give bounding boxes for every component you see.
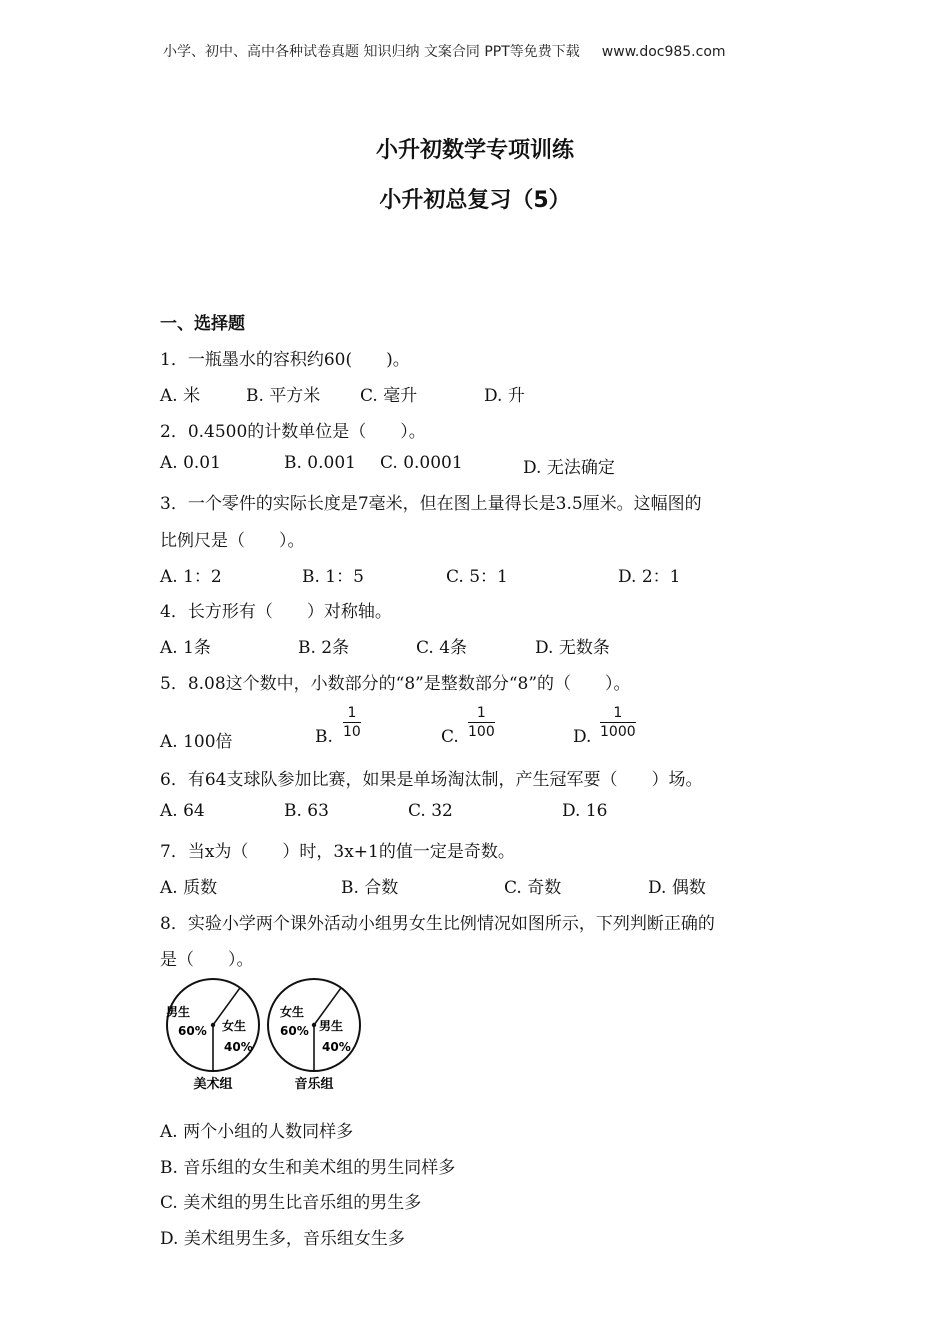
q4-stem: 4．长方形有（ ）对称轴。 [160, 602, 392, 622]
q8-stem-line1: 8．实验小学两个课外活动小组男女生比例情况如图所示，下列判断正确的 [160, 914, 715, 934]
fraction-denominator: 100 [468, 724, 495, 740]
q2-option-b[interactable]: B. 0.001 [284, 453, 356, 473]
q4-options [0, 633, 950, 657]
q3-option-c[interactable]: C. 5：1 [446, 567, 508, 587]
q1-option-d[interactable]: D. 升 [484, 386, 525, 406]
pie-art-value-boys: 60% [178, 1024, 207, 1038]
q1-options [0, 381, 950, 405]
pie-music-value-boys: 40% [322, 1040, 351, 1054]
q5-option-b-label[interactable]: B. [315, 727, 333, 747]
q8-stem-line2: 是（ ）。 [160, 950, 254, 970]
q3-stem-line1: 3．一个零件的实际长度是7毫米，但在图上量得长是3.5厘米。这幅图的 [160, 494, 702, 514]
fraction-numerator: 1 [343, 705, 361, 723]
title-sub: 小升初总复习（5） [379, 188, 571, 213]
pie-music-value-girls: 60% [280, 1024, 309, 1038]
q6-option-c[interactable]: C. 32 [408, 801, 453, 821]
q3-stem-line2: 比例尺是（ ）。 [160, 531, 305, 551]
q6-option-b[interactable]: B. 63 [284, 801, 329, 821]
q3-options [0, 562, 950, 586]
q2-option-a[interactable]: A. 0.01 [160, 453, 221, 473]
pie-music-label-boys: 男生 [319, 1019, 344, 1033]
pie-music-center [312, 1023, 316, 1027]
q5-option-b-fraction[interactable] [343, 705, 361, 741]
pie-music-label-girls: 女生 [280, 1005, 305, 1019]
pie-art-title: 美术组 [193, 1077, 233, 1092]
q8-option-b[interactable]: B. 音乐组的女生和美术组的男生同样多 [160, 1158, 456, 1178]
title-main: 小升初数学专项训练 [375, 138, 574, 163]
q8-option-a[interactable]: A. 两个小组的人数同样多 [160, 1122, 354, 1142]
q5-option-a[interactable]: A. 100倍 [160, 732, 233, 752]
q8-option-d[interactable]: D. 美术组男生多，音乐组女生多 [160, 1229, 405, 1249]
header-url[interactable]: www.doc985.com [601, 44, 726, 60]
page-header [163, 41, 726, 61]
q6-option-d[interactable]: D. 16 [562, 801, 608, 821]
q7-stem: 7．当x为（ ）时，3x+1的值一定是奇数。 [160, 842, 515, 862]
fraction-denominator: 10 [343, 724, 361, 740]
q5-options [0, 705, 950, 753]
q5-option-c-fraction[interactable] [468, 705, 495, 741]
q7-option-a[interactable]: A. 质数 [160, 878, 218, 898]
fraction-denominator: 1000 [600, 724, 636, 740]
q4-option-d[interactable]: D. 无数条 [535, 638, 610, 658]
q2-option-c[interactable]: C. 0.0001 [380, 453, 463, 473]
q2-option-d[interactable]: D. 无法确定 [523, 458, 615, 478]
q4-option-b[interactable]: B. 2条 [298, 638, 350, 658]
q3-option-b[interactable]: B. 1：5 [302, 567, 364, 587]
pie-music-group [268, 979, 360, 1092]
q5-option-c-label[interactable]: C. [441, 727, 459, 747]
q3-option-a[interactable]: A. 1：2 [160, 567, 222, 587]
q4-option-a[interactable]: A. 1条 [160, 638, 211, 658]
q7-option-c[interactable]: C. 奇数 [504, 878, 562, 898]
fraction-numerator: 1 [468, 705, 495, 723]
header-text: 小学、初中、高中各种试卷真题 知识归纳 文案合同 PPT等免费下载 [163, 44, 580, 60]
q4-option-c[interactable]: C. 4条 [416, 638, 468, 658]
q2-stem: 2．0.4500的计数单位是（ ）。 [160, 422, 426, 442]
q1-stem: 1．一瓶墨水的容积约60( )。 [160, 350, 410, 370]
pie-charts-figure [160, 978, 380, 1093]
pie-art-label-boys: 男生 [166, 1005, 191, 1019]
fraction-numerator: 1 [600, 705, 636, 723]
q6-option-a[interactable]: A. 64 [160, 801, 205, 821]
q1-option-c[interactable]: C. 毫升 [360, 386, 418, 406]
pie-music-title: 音乐组 [294, 1077, 334, 1092]
q8-option-c[interactable]: C. 美术组的男生比音乐组的男生多 [160, 1193, 422, 1213]
pie-art-group [166, 979, 259, 1092]
q7-option-d[interactable]: D. 偶数 [648, 878, 706, 898]
q1-option-b[interactable]: B. 平方米 [246, 386, 321, 406]
pie-art-label-girls: 女生 [222, 1019, 247, 1033]
q3-option-d[interactable]: D. 2：1 [618, 567, 681, 587]
section-heading: 一、选择题 [160, 314, 245, 334]
q5-option-d-fraction[interactable] [600, 705, 636, 741]
q1-option-a[interactable]: A. 米 [160, 386, 201, 406]
q2-options [0, 453, 950, 477]
q5-stem: 5．8.08这个数中，小数部分的“8”是整数部分“8”的（ ）。 [160, 674, 631, 694]
q6-stem: 6．有64支球队参加比赛，如果是单场淘汰制，产生冠军要（ ）场。 [160, 770, 703, 790]
q7-options [0, 873, 950, 897]
pie-art-center [211, 1023, 215, 1027]
q7-option-b[interactable]: B. 合数 [341, 878, 399, 898]
q6-options [0, 801, 950, 825]
q5-option-d-label[interactable]: D. [573, 727, 592, 747]
pie-art-value-girls: 40% [224, 1040, 253, 1054]
